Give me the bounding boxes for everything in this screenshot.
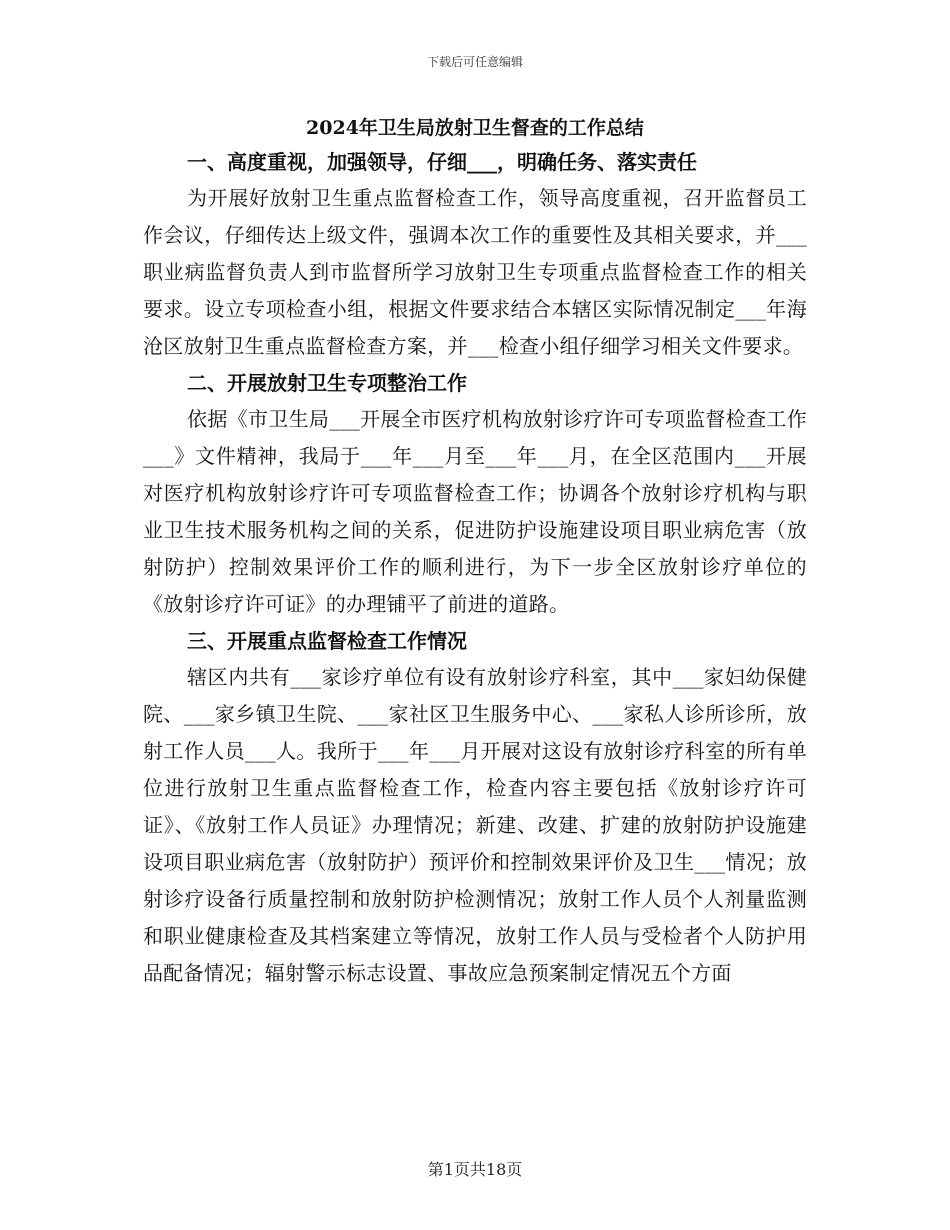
page-footer: 第1页共18页 xyxy=(427,1160,523,1179)
section-heading-2: 二、开展放射卫生专项整治工作 xyxy=(187,371,467,395)
section-paragraph-3: 辖区内共有___家诊疗单位有设有放射诊疗科室，其中___家妇幼保健院、___家乡镇卫生院、___家社区卫生服务中心、___家私人诊所诊所，放射工作人员___人。我所于___年___月开展对这设有放射诊疗科室的所有单位进行放射卫生重点监督检查工作，检查内容主要包括《放射诊疗许可证》、《放射工作人员证》办理情况；新建、改建、扩建的放射防护设施建设项目职业病危害（放射防护）预评价和控制效果评价及卫生___情况；放射诊疗设备行质量控制和放射防护检测情况；放射工作人员个人剂量监测和职业健康检查及其档案建立等情况，放射工作人员与受检者个人防护用品配备情况；辐射警示标志设置、事故应急预案制定情况五个方面 xyxy=(143,665,807,985)
document-body xyxy=(143,112,807,992)
section-heading-1: 一、高度重视，加强领导，仔细___，明确任务、落实责任 xyxy=(187,150,697,174)
header-note: 下载后可任意编辑 xyxy=(426,55,523,69)
document-title: 2024年卫生局放射卫生督查的工作总结 xyxy=(306,117,644,139)
section-paragraph-2: 依据《市卫生局___开展全市医疗机构放射诊疗许可专项监督检查工作___》文件精神，我局于___年___月至___年___月，在全区范围内___开展对医疗机构放射诊疗许可专项监督检查工作；协调各个放射诊疗机构与职业卫生技术服务机构之间的关系，促进防护设施建设项目职业病危害（放射防护）控制效果评价工作的顺利进行，为下一步全区放射诊疗单位的《放射诊疗许可证》的办理铺平了前进的道路。 xyxy=(143,407,807,616)
section-heading-3: 三、开展重点监督检查工作情况 xyxy=(187,629,467,653)
section-paragraph-1: 为开展好放射卫生重点监督检查工作，领导高度重视，召开监督员工作会议，仔细传达上级文件，强调本次工作的重要性及其相关要求，并___职业病监督负责人到市监督所学习放射卫生专项重点监督检查工作的相关要求。设立专项检查小组，根据文件要求结合本辖区实际情况制定___年海沧区放射卫生重点监督检查方案，并___检查小组仔细学习相关文件要求。 xyxy=(143,186,807,358)
